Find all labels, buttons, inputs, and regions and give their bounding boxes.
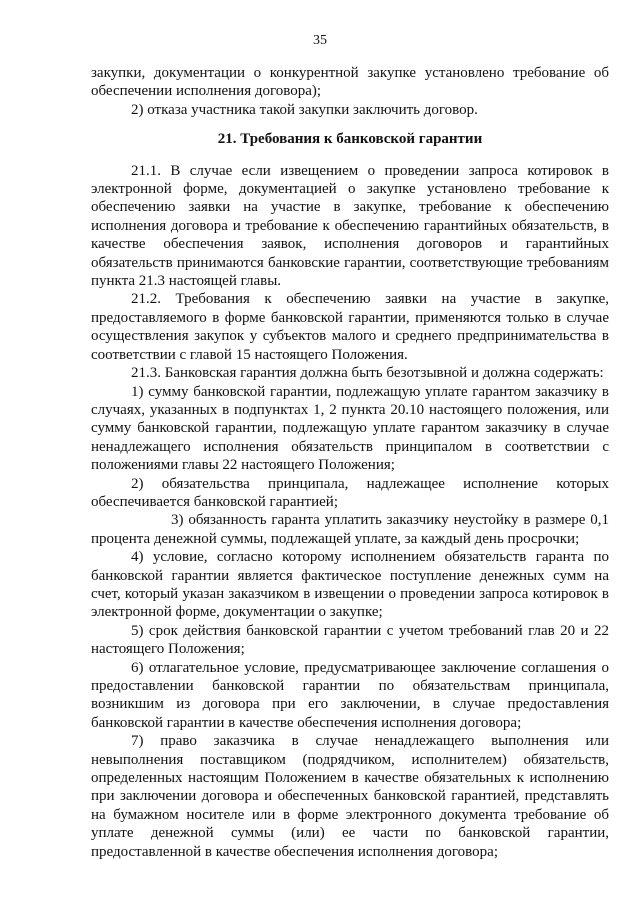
intro-continuation: закупки, документации о конкурентной закупке установлено требование об обеспечении исполнения договора); (91, 65, 609, 100)
paragraph-21-3: 21.3. Банковская гарантия должна быть безотзывной и должна содержать: (131, 365, 604, 382)
list-item-5: 5) срок действия банковской гарантии с учетом требований глав 20 и 22 настоящего Положения; (91, 622, 609, 658)
document-body (91, 64, 609, 861)
list-item-1: 1) сумму банковской гарантии, подлежащую уплате гарантом заказчику в случаях, указанных в подпунктах 1, 2 пункта 20.10 настоящего положения, или сумму банковской гарантии, подлежащую уплате гарантом заказчику в случае ненадлежащего исполнения обязательств принципалом в соответствии с положениями главы 22 настоящего Положения; (91, 383, 609, 474)
page-number: 35 (313, 33, 327, 48)
list-item-4: 4) условие, согласно которому исполнением обязательств гаранта по банковской гарантии является фактическое поступление денежных сумм на счет, который указан заказчиком в извещении о проведении запроса котировок в электронной форме, документации о закупке; (91, 549, 609, 621)
paragraph-21-2: 21.2. Требования к обеспечению заявки на участие в закупке, предоставляемого в форме банковской гарантии, применяются только в случае осуществления закупок у субъектов малого и среднего предпринимательства в соответствии с главой 15 настоящего Положения. (91, 291, 609, 363)
intro-item-2: 2) отказа участника такой закупки заключить договор. (131, 101, 478, 118)
list-item-7: 7) право заказчика в случае ненадлежащего выполнения или невыполнения поставщиком (подрядчиком, исполнителем) обязательств, определенных настоящим Положением в качестве обязательных к исполнению при заключении договора и обеспеченных банковской гарантией, представлять на бумажном носителе или в форме электронного документа требование об уплате денежной суммы (или) ее части по банковской гарантии, предоставленной в качестве обеспечения исполнения договора; (91, 733, 609, 860)
list-item-3: 3) обязанность гаранта уплатить заказчику неустойку в размере 0,1 процента денежной суммы, подлежащей уплате, за каждый день просрочки; (91, 512, 609, 547)
list-item-6: 6) отлагательное условие, предусматривающее заключение соглашения о предоставлении банковской гарантии по обязательствам принципала, возникшим из договора при его заключении, в случае предоставления банковской гарантии в качестве обеспечения исполнения договора; (91, 659, 609, 731)
list-item-2: 2) обязательства принципала, надлежащее исполнение которых обеспечивается банковской гарантией; (91, 475, 609, 510)
paragraph-21-1: 21.1. В случае если извещением о проведении запроса котировок в электронной форме, документацией о закупке установлено требование к обеспечению заявки на участие в закупке, требование к обеспечению исполнения договора и требование к обеспечению гарантийных обязательств, в качестве обеспечения заявок, исполнения договоров и гарантийных обязательств принимаются банковские гарантии, соответствующие требованиям пункта 21.3 настоящей главы. (91, 162, 609, 290)
section-heading: 21. Требования к банковской гарантии (217, 131, 483, 148)
